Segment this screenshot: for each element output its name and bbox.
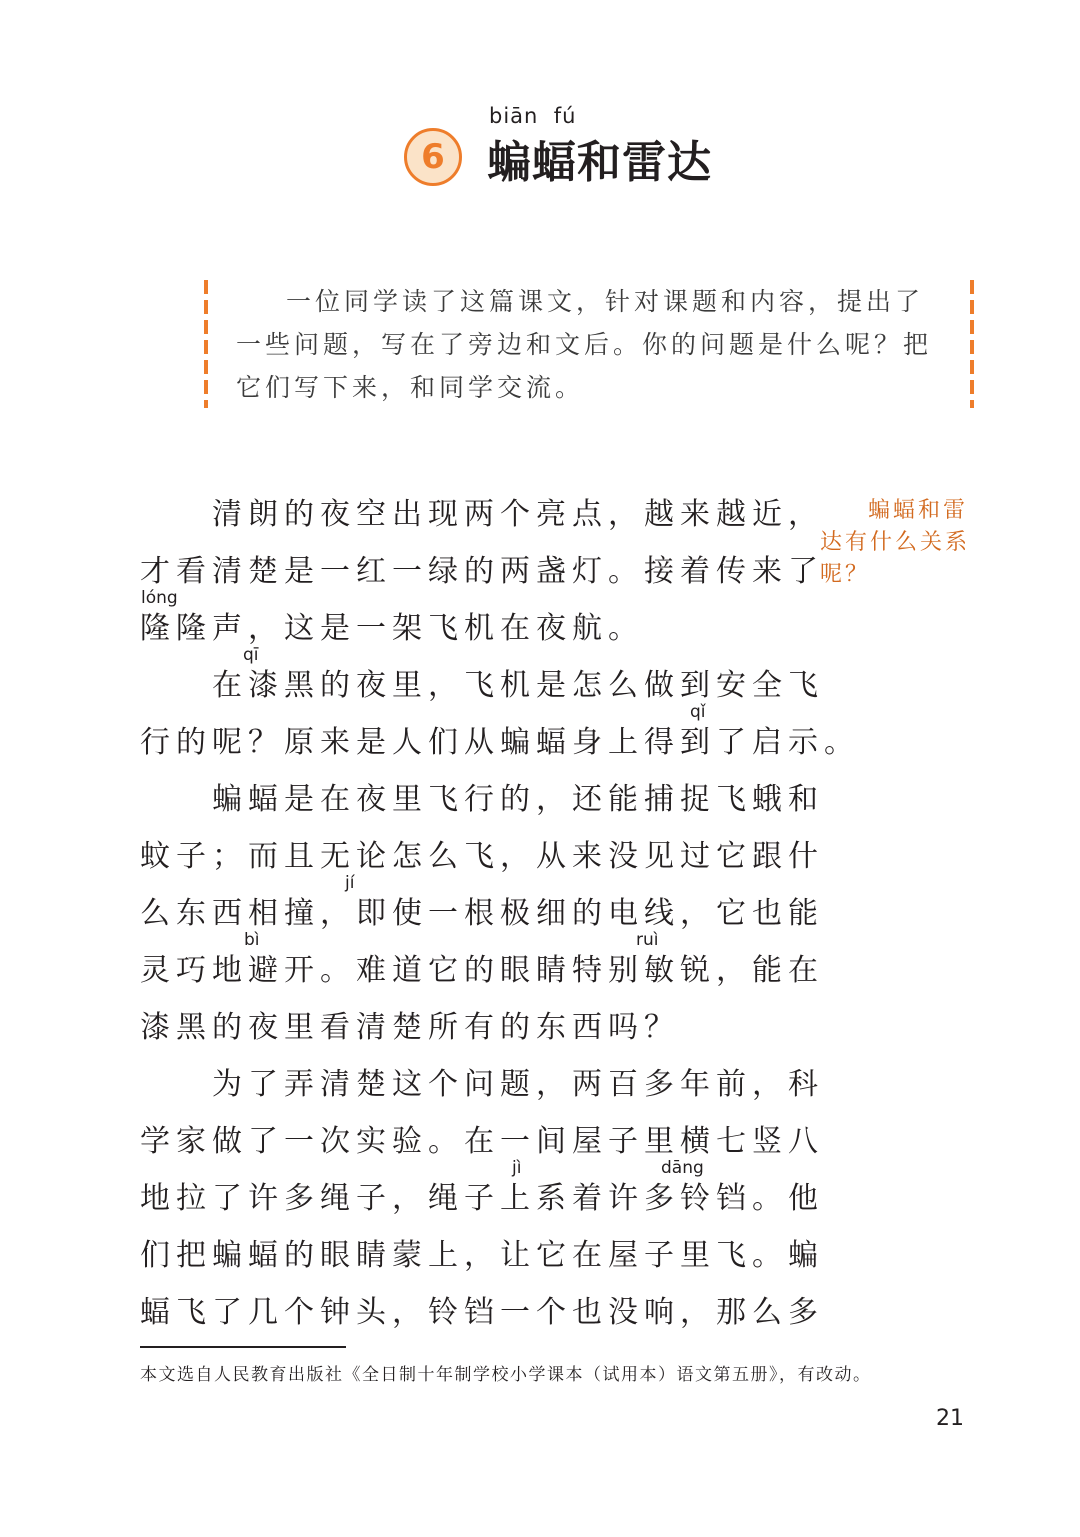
- intro-prompt-text: 一位同学读了这篇课文，针对课题和内容，提出了一些问题，写在了旁边和文后。你的问题是什么呢？把它们写下来，和同学交流。: [236, 287, 933, 402]
- page-number: 21: [936, 1406, 964, 1431]
- body-line: 么东西相撞，即使一根极细的电线，它也能: [140, 896, 824, 931]
- body-line: 地拉了许多绳子，绳子上系着许多铃铛。他: [140, 1181, 824, 1216]
- intro-prompt-box: [204, 280, 974, 408]
- pinyin-annotation: bì: [244, 930, 260, 950]
- pinyin-annotation: ruì: [636, 930, 659, 950]
- pinyin-annotation: jí: [345, 873, 355, 893]
- body-line: 隆隆声，这是一架飞机在夜航。: [140, 611, 644, 646]
- lesson-number-badge: 6: [404, 128, 462, 186]
- footnote-rule: [140, 1346, 346, 1348]
- body-line: 才看清楚是一红一绿的两盏灯。接着传来了: [140, 554, 824, 589]
- body-line: 学家做了一次实验。在一间屋子里横七竖八: [140, 1124, 824, 1159]
- body-line: 蝠飞了几个钟头，铃铛一个也没响，那么多: [140, 1295, 824, 1330]
- body-line: 行的呢？原来是人们从蝙蝠身上得到了启示。: [140, 725, 860, 760]
- side-question-note: 蝙蝠和雷达有什么关系呢？: [820, 498, 971, 587]
- source-footnote: 本文选自人民教育出版社《全日制十年制学校小学课本（试用本）语文第五册》，有改动。: [140, 1365, 872, 1385]
- pinyin-annotation: dāng: [661, 1158, 704, 1178]
- title-pinyin: biān fú: [489, 104, 577, 128]
- pinyin-annotation: qī: [243, 645, 259, 665]
- page-title: 蝙蝠和雷达: [487, 137, 712, 188]
- body-line: 灵巧地避开。难道它的眼睛特别敏锐，能在: [140, 953, 824, 988]
- body-line: 蚊子；而且无论怎么飞，从来没见过它跟什: [140, 839, 824, 874]
- body-line: 清朗的夜空出现两个亮点，越来越近，: [140, 497, 824, 532]
- body-line: 为了弄清楚这个问题，两百多年前，科: [140, 1067, 824, 1102]
- body-line: 在漆黑的夜里，飞机是怎么做到安全飞: [140, 668, 824, 703]
- body-line: 蝙蝠是在夜里飞行的，还能捕捉飞蛾和: [140, 782, 824, 817]
- body-line: 们把蝙蝠的眼睛蒙上，让它在屋子里飞。蝙: [140, 1238, 824, 1273]
- pinyin-annotation: lóng: [141, 588, 178, 608]
- pinyin-annotation: jì: [512, 1158, 522, 1178]
- pinyin-annotation: qǐ: [690, 702, 706, 722]
- body-line: 漆黑的夜里看清楚所有的东西吗？: [140, 1010, 680, 1045]
- dashed-border-left: [204, 280, 208, 408]
- lesson-title: [0, 0, 1080, 220]
- dashed-border-right: [970, 280, 974, 408]
